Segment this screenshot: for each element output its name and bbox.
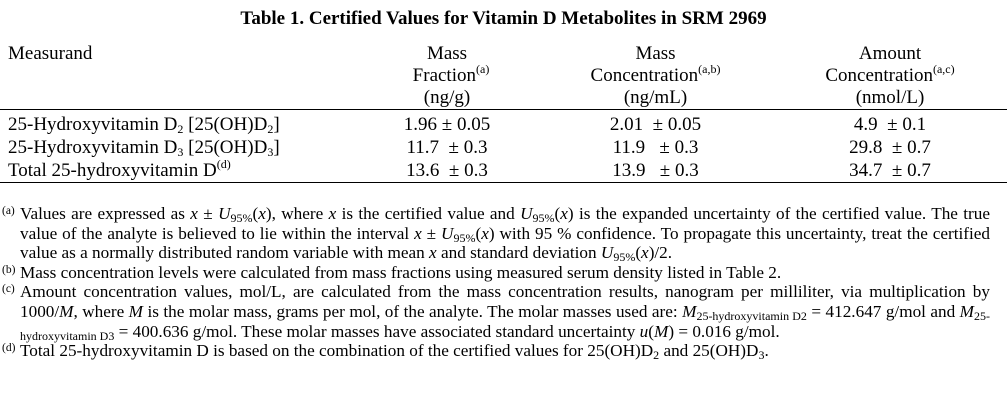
table-header-row: [0, 43, 1007, 110]
mass-fraction-cell: 1.96 ± 0.05: [403, 114, 491, 135]
measurand-cell: 25-Hydroxyvitamin $D_3$ $[25(OH)D_3]$: [8, 137, 280, 159]
header-measurand: Measurand: [0, 43, 356, 110]
footnote-marker: (d): [2, 342, 16, 355]
amount-concentration-cell: 4.9 ± 0.1: [853, 114, 927, 135]
amount-concentration-cell: 29.8 ± 0.7: [849, 137, 931, 158]
table-row: [0, 110, 1007, 137]
mass-fraction-cell: 13.6 ± 0.3: [356, 159, 538, 183]
amount-concentration-cell: 34.7 ± 0.7: [773, 159, 1007, 183]
certified-values-table: [0, 43, 1007, 183]
footnotes: [0, 204, 990, 361]
table-title: Table 1. Certified Values for Vitamin D Metabolites in SRM 2969: [240, 8, 767, 29]
mass-concentration-cell: 13.9 ± 0.3: [538, 159, 773, 183]
mass-concentration-cell: 2.01 ± 0.05: [609, 114, 702, 135]
footnote-a: (a) Values are expressed as $x \pm U_{95\%}(x)$, where x is the certified value and $U_{95\%}(x)$ is the expanded uncertainty of the certified value. The true value of the analyte is believed to lie within the interval $x \pm U_{95\%}(x)$ with 95 % confidence. To propagate this uncertainty, treat the certified value as a normally distributed random variable with mean x and standard deviation $U_{95\%}(x)/2$.: [2, 204, 991, 265]
footnote-marker: (a): [2, 205, 15, 217]
measurand-cell: 25-Hydroxyvitamin $D_2$ $[25(OH)D_2]$: [8, 114, 280, 136]
measurand-cell: Total 25-hydroxyvitamin $D^{(d)}$: [0, 159, 356, 183]
footnote-d: (d) Total 25-hydroxyvitamin D is based on the combination of the certified values for $25(OH)D_2$ and $25(OH)D_3$.: [2, 341, 769, 363]
footnote-b: (b) Mass concentration levels were calculated from mass fractions using measured serum density listed in Table 2.: [2, 262, 782, 282]
mass-fraction-cell: 11.7 ± 0.3: [406, 137, 488, 158]
footnote-marker: (c): [2, 283, 15, 296]
footnote-marker: (b): [2, 263, 16, 276]
header-mass-fraction: Mass Fraction$^{(a)}$ (ng/g): [356, 43, 538, 110]
table-row: [0, 136, 1007, 159]
header-amount-concentration: Amount Concentration$^{(a,c)}$ (nmol/L): [773, 43, 1007, 110]
mass-concentration-cell: 11.9 ± 0.3: [612, 137, 699, 158]
footnote-c: (c) Amount concentration values, mol/L, are calculated from the mass concentration results, nanogram per milliliter, via multiplication by 1000/M, where M is the molar mass, grams per mol, of the analyte. The molar masses used are: $M_{25-hydroxyvitamin D2} = 412.647$ g/mol and $M_{25-hydroxyvitamin D3} = 400.636$ g/mol. These molar masses have associated standard uncertainty u(M) = 0.016 g/mol.: [2, 282, 990, 343]
table-row: [0, 159, 1007, 183]
header-mass-concentration: Mass Concentration$^{(a,b)}$ (ng/mL): [538, 43, 773, 110]
